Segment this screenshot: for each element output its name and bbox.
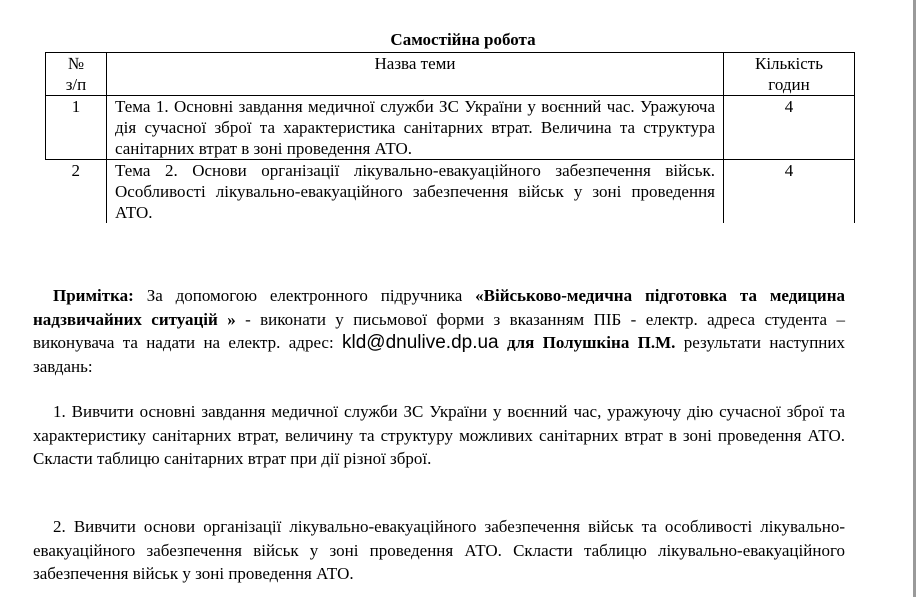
task-item [33,400,845,471]
task-2-text: 2. Вивчити основи організації лікувально-евакуаційного забезпечення військ та особливості лікувально-евакуаційного забезпечення військ у зоні проведення АТО. Скласти таблицю лікувально-евакуаційного забезпечення військ у зоні проведення АТО. [33,517,845,583]
note-text-2: - виконати у письмової форми з вказанням ПІБ - електр. адреса студента – виконувача та надати на електр. адрес: [33,309,845,352]
table-row [46,160,855,224]
note-text-1: За допомогою електронного підручника [146,286,463,305]
header-num-line1: № [67,54,85,73]
header-num [46,53,107,96]
note-label: Примітка: [53,286,134,305]
note-paragraph [33,284,845,378]
header-hours-line2: годин [768,75,810,94]
table-header-row [46,53,855,96]
note-recipient: для Полушкіна П.М. [506,333,676,352]
task-item [33,515,845,586]
topics-table [45,52,855,223]
row-topic: Тема 1. Основні завдання медичної служби ЗС України у воєнний час. Уражуюча дія сучасної зброї та характеристика санітарних втрат. Величина та структура санітарних втрат в зоні проведення АТО. [107,96,724,160]
note-book-title: «Військово-медична підготовка та медицина надзвичайних ситуацій » [33,286,845,329]
header-hours-line1: Кількість [754,54,823,73]
header-name: Назва теми [107,53,724,96]
table-row [46,96,855,160]
email-link[interactable]: kld@dnulive.dp.ua [342,332,499,353]
header-hours [724,53,855,96]
row-num: 1 [46,96,107,160]
row-hours: 4 [724,96,855,160]
row-hours: 4 [724,160,855,224]
row-topic: Тема 2. Основи організації лікувально-евакуаційного забезпечення військ. Особливості лікувально-евакуаційного забезпечення військ у зоні проведення АТО. [107,160,724,224]
task-1-text: 1. Вивчити основні завдання медичної служби ЗС України у воєнний час, уражуючу дію сучасної зброї та характеристику санітарних втрат, величину та структуру можливих санітарних втрат в зоні проведення АТО. Скласти таблицю санітарних втрат при дії різної зброї. [33,402,845,468]
row-num: 2 [46,160,107,224]
document-title: Самостійна робота [390,30,536,49]
header-num-line2: з/п [65,75,87,94]
note-text-3: результати наступних завдань: [33,333,845,376]
